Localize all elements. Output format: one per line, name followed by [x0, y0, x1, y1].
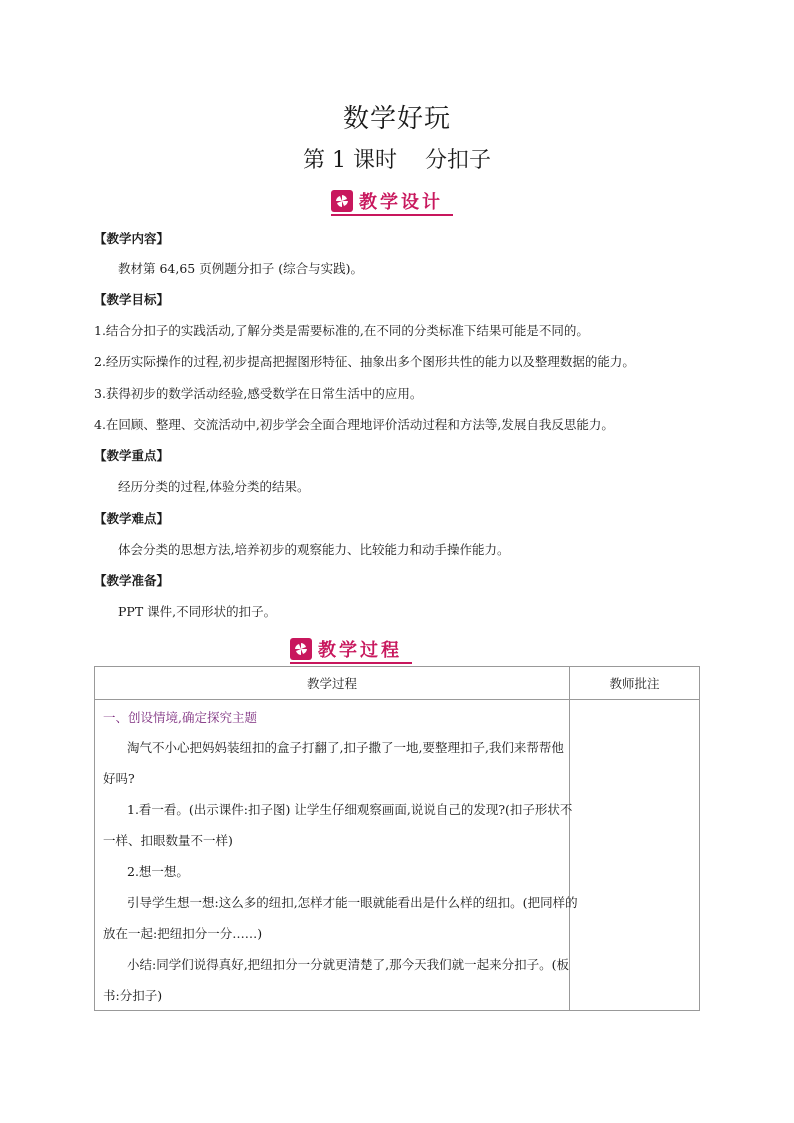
lesson-subtitle: 第 1 课时 分扣子 — [303, 148, 491, 173]
content-text: 教材第 64,65 页例题分扣子 (综合与实践)。 — [118, 261, 363, 276]
teaching-process-label: 教学过程 — [318, 640, 402, 661]
key-points-label: 【教学重点】 — [94, 448, 170, 463]
goal-item: 4.在回顾、整理、交流活动中,初步学会全面合理地评价活动过程和方法等,发展自我反思能力。 — [94, 417, 614, 432]
content-label: 【教学内容】 — [94, 231, 170, 246]
goal-item: 3.获得初步的数学活动经验,感受数学在日常生活中的应用。 — [94, 386, 423, 401]
page-title: 数学好玩 — [342, 104, 451, 134]
column-header-process: 教学过程 — [95, 667, 570, 700]
process-line: 好吗? — [103, 771, 135, 786]
goal-item: 1.结合分扣子的实践活动,了解分类是需要标准的,在不同的分类标准下结果可能是不同的。 — [94, 323, 589, 338]
teaching-process-banner — [290, 636, 412, 664]
teaching-process-table — [94, 666, 700, 1011]
process-line: 小结:同学们说得真好,把纽扣分一分就更清楚了,那今天我们就一起来分扣子。(板 — [127, 957, 570, 972]
teaching-design-label: 教学设计 — [359, 192, 443, 213]
preparation-label: 【教学准备】 — [94, 573, 170, 588]
teacher-notes-cell[interactable] — [570, 700, 700, 1011]
process-line: 引导学生想一想:这么多的纽扣,怎样才能一眼就能看出是什么样的纽扣。(把同样的 — [127, 895, 578, 910]
process-line: 1.看一看。(出示课件:扣子图) 让学生仔细观察画面,说说自己的发现?(扣子形状不 — [127, 802, 573, 817]
key-points-text: 经历分类的过程,体验分类的结果。 — [118, 479, 310, 494]
pinwheel-icon — [290, 638, 312, 660]
teaching-design-banner — [331, 188, 453, 216]
process-line: 一样、扣眼数量不一样) — [103, 833, 233, 848]
pinwheel-icon — [331, 190, 353, 212]
preparation-text: PPT 课件,不同形状的扣子。 — [118, 604, 277, 619]
goal-item: 2.经历实际操作的过程,初步提高把握图形特征、抽象出多个图形共性的能力以及整理数据的能力。 — [94, 354, 635, 369]
process-line: 淘气不小心把妈妈装纽扣的盒子打翻了,扣子撒了一地,要整理扣子,我们来帮帮他 — [127, 740, 564, 755]
process-cell — [95, 700, 578, 1011]
difficulties-label: 【教学难点】 — [94, 511, 170, 526]
column-header-notes: 教师批注 — [570, 667, 700, 700]
process-line: 书:分扣子) — [103, 988, 163, 1003]
goals-label: 【教学目标】 — [94, 292, 170, 307]
difficulties-text: 体会分类的思想方法,培养初步的观察能力、比较能力和动手操作能力。 — [118, 542, 510, 557]
stage-heading: 一、创设情境,确定探究主题 — [103, 710, 257, 725]
process-line: 2.想一想。 — [127, 864, 189, 879]
process-line: 放在一起:把纽扣分一分……) — [103, 926, 263, 941]
